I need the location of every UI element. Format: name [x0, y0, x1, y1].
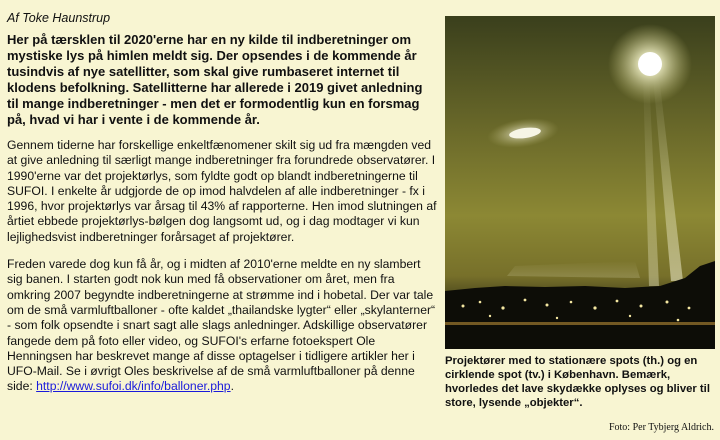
article-column — [7, 10, 437, 407]
searchlight-photo-drawing — [445, 16, 715, 349]
searchlight-photo — [445, 16, 715, 349]
byline: Af Toke Haunstrup — [7, 11, 111, 25]
figure — [445, 16, 715, 410]
body-paragraph-1: Gennem tiderne har forskellige enkeltfænomener skilt sig ud fra mængden ved at give anledning til særligt mange indberetninger fra forundrede observatører. I 1990'erne var det projektørlys, som fyldte godt op blandt indberetningerne til SUFOI. I enkelte år udgjorde de op imod halvdelen af alle indberetninger - fx i 1996, hvor projektørlys var årsag til 43% af rapporterne. Hen imod slutningen af årtiet ebbede projektørlys-bølgen dog langsomt ud, og i dag modtager vi kun lejlighedsvist indberetninger forårsaget af projektører. — [7, 138, 437, 244]
link-suffix: . — [230, 379, 234, 394]
body-paragraph-2 — [7, 257, 437, 395]
photo-credit: Foto: Per Tybjerg Aldrich. — [608, 422, 714, 433]
body-paragraph-2-text: Freden varede dog kun få år, og i midten af 2010'erne meldte en ny slambert sig banen. I starten godt nok kun med få observationer om året, men fra omkring 2007 begyndte indberetningerne at strømme ind i hobetal. Der var tale om de små varmluftballoner - ofte kaldet „thailandske lygter“ eller „skylanterner“ - som folk opsendte i snart sagt alle slags anledninger. Adskillige observatører fangede dem på foto eller video, og SUFOI's erfarne fotoekspert Ole Henningsen har beskrevet mange af disse optagelser i tidligere artikler her i UFO-Mail. Se i øvrigt Oles beskrivelse af de små varmluftballoner på denne side: — [7, 257, 436, 394]
lead-paragraph: Her på tærsklen til 2020'erne har en ny kilde til indberetninger om mystiske lys på himlen meldt sig. Der opsendes i de kommende år tusindvis af nye satellitter, som skal give rumbaseret internet til klodens befolkning. Satellitterne har allerede i 2019 givet anledning til mange indberetninger - men det er formodentlig kun en forsmag på, hvad vi har i vente i de kommende år. — [7, 32, 423, 127]
figure-caption: Projektører med to stationære spots (th.) og en cirklende spot (tv.) i København. Bemærk, hvorledes det lave skydække oplyses og bliver til store, lysende „objekter“. — [445, 355, 710, 409]
balloner-link[interactable]: http://www.sufoi.dk/info/balloner.php — [36, 379, 231, 394]
